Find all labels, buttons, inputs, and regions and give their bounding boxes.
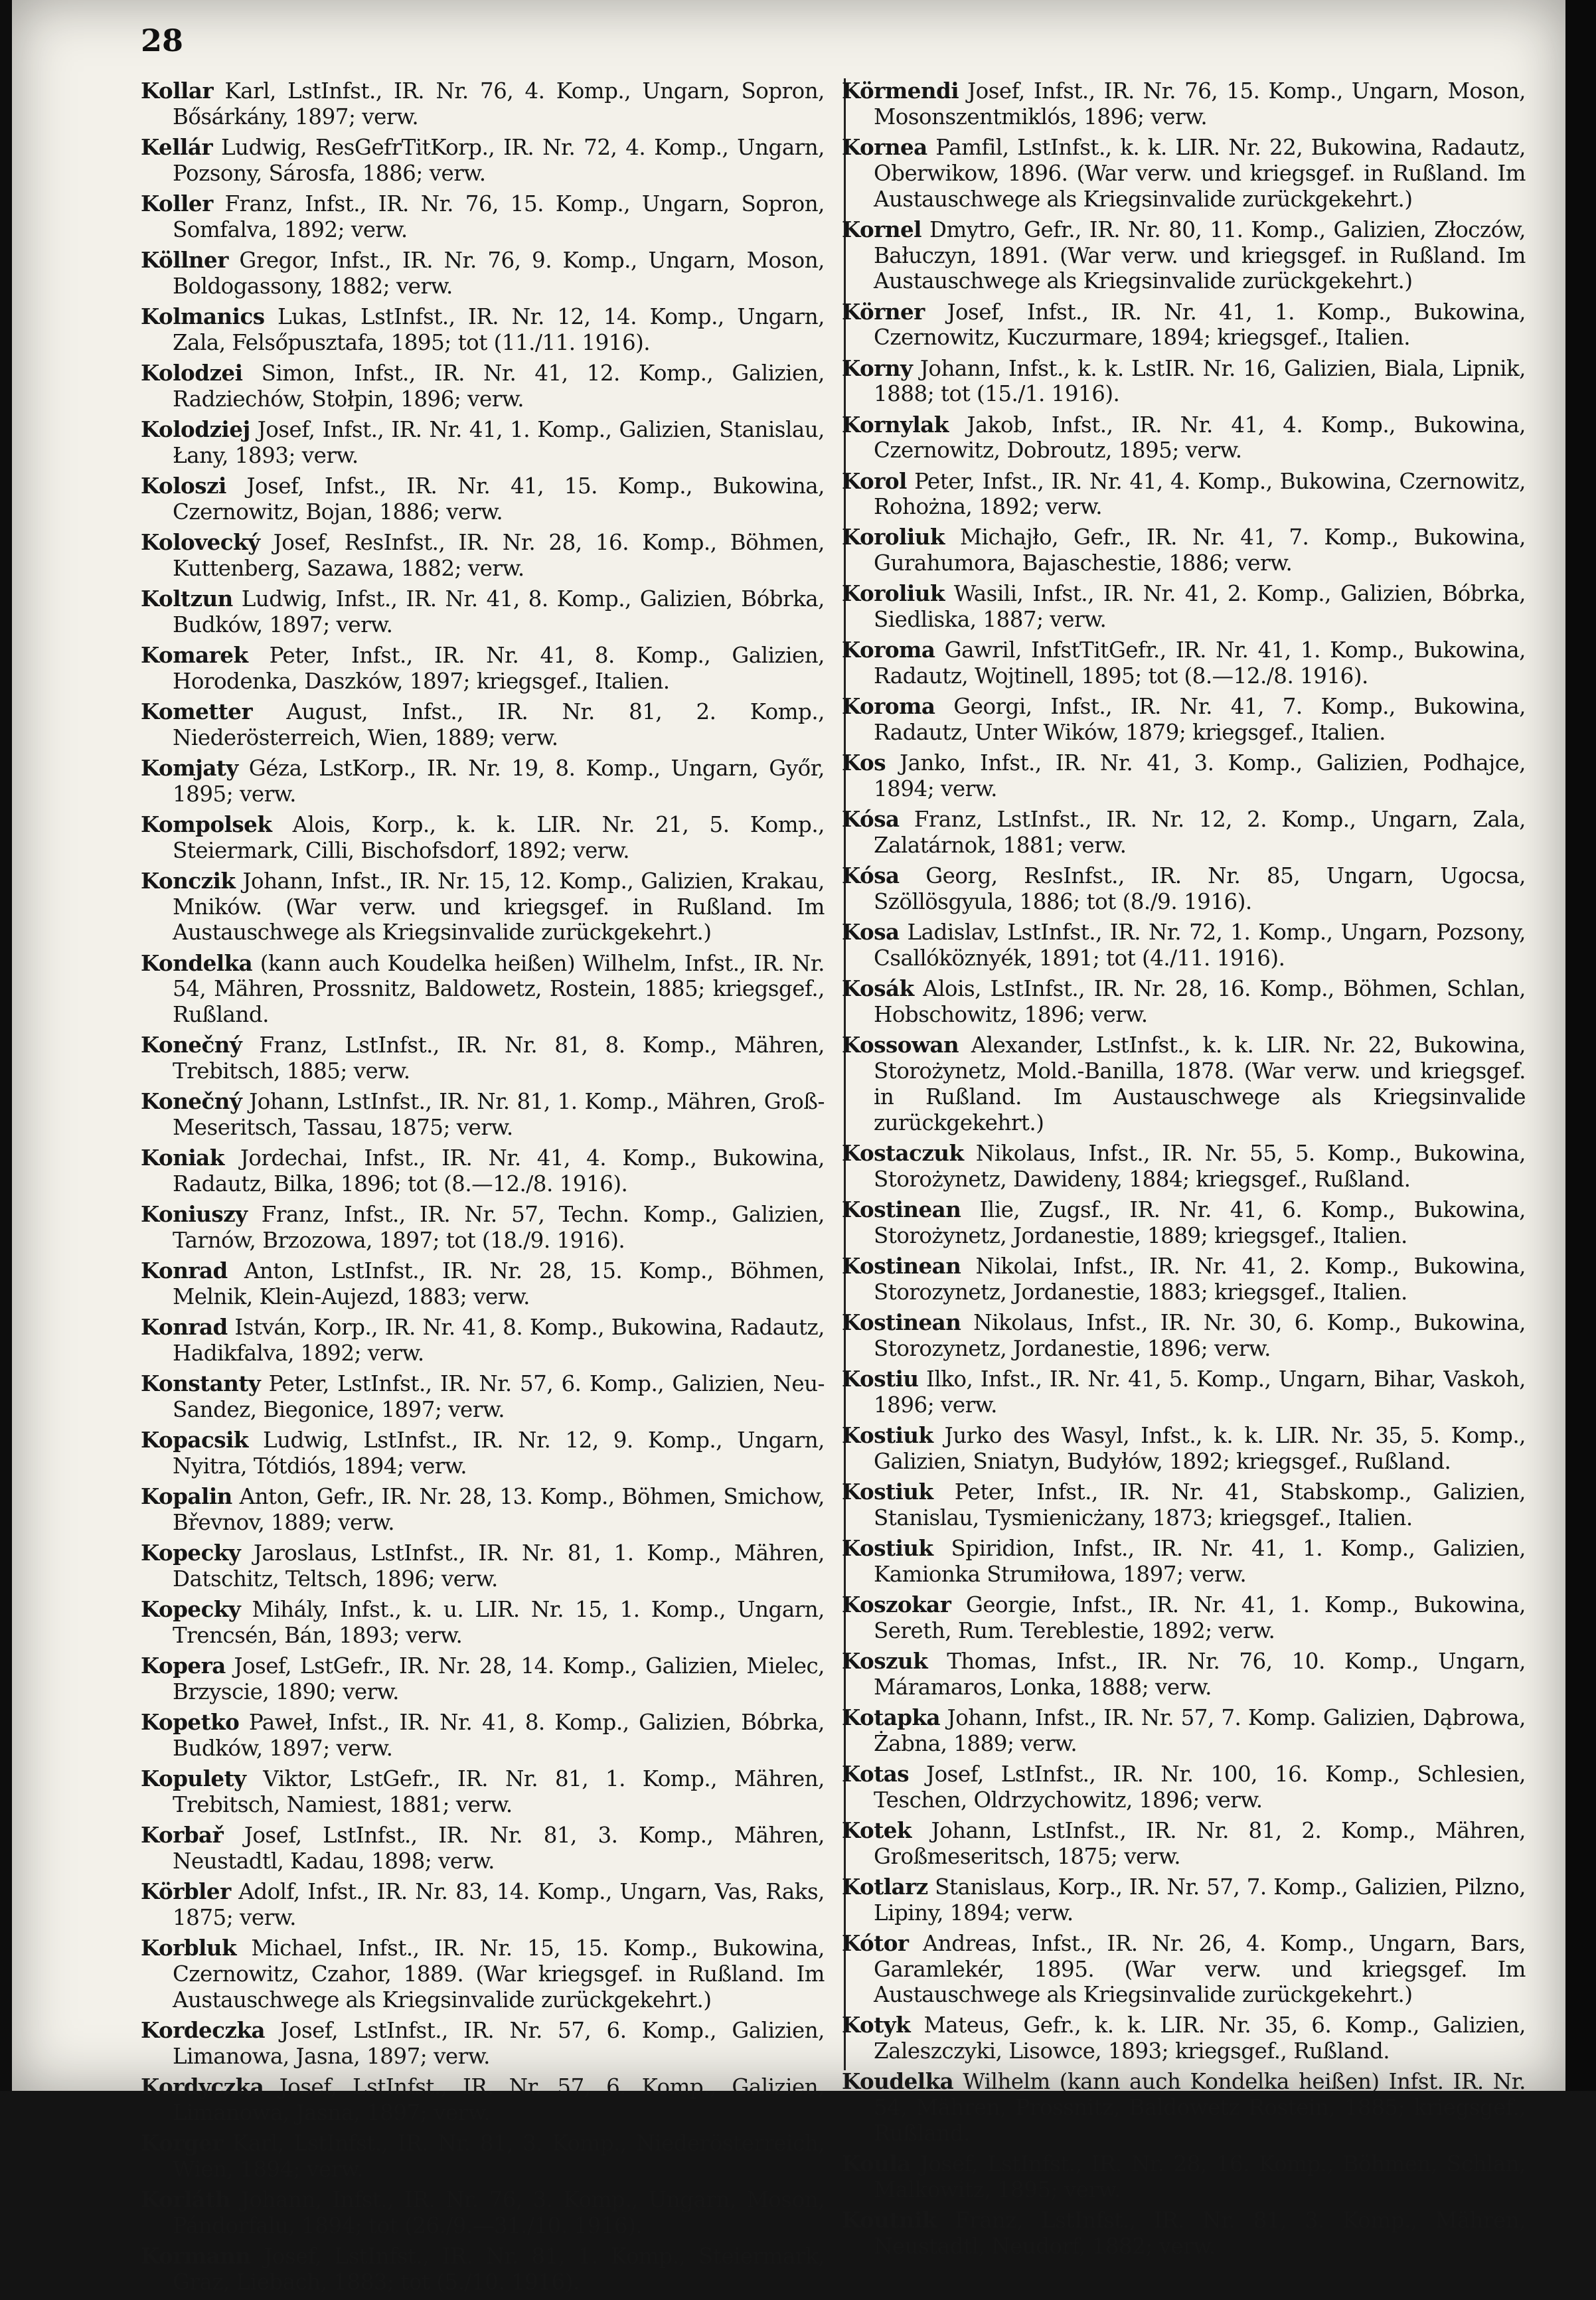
entry-details: Peter, Infst., IR. Nr. 41, 8. Komp., Galizien, Horodenka, Daszków, 1897; kriegsgef., Italien. bbox=[173, 642, 825, 694]
register-entry bbox=[842, 78, 1526, 130]
entry-surname: Kolmanics bbox=[141, 303, 265, 329]
entry-details: Lukas, LstInfst., IR. Nr. 12, 14. Komp., Ungarn, Zala, Felsőpusztafa, 1895; tot (11./11. 1916). bbox=[173, 303, 825, 355]
entry-details: Johann, Infst., k. k. LstIR. Nr. 16, Galizien, Biala, Lipnik, 1888; tot (15./1. 1916). bbox=[874, 355, 1526, 407]
entry-surname: Korbluk bbox=[141, 1935, 237, 1961]
entry-surname: Kotas bbox=[842, 1760, 910, 1787]
entry-details: Jurko des Wasyl, Infst., k. k. LIR. Nr. 35, 5. Komp., Galizien, Sniatyn, Budyłów, 1892; kriegsgef., Rußland. bbox=[874, 1422, 1526, 1474]
register-entry bbox=[141, 473, 825, 525]
register-entry bbox=[842, 1536, 1526, 1588]
entry-surname: Kondelka bbox=[141, 949, 253, 976]
register-entry bbox=[141, 951, 825, 1028]
entry-details: Franz, LstInfst., IR. Nr. 81, 8. Komp., Mähren, Trebitsch, 1885; verw. bbox=[173, 1032, 825, 1084]
entry-details: Ilko, Infst., IR. Nr. 41, 5. Komp., Ungarn, Bihar, Vaskoh, 1896; verw. bbox=[874, 1366, 1526, 1418]
entry-surname: Koudelka bbox=[842, 2068, 954, 2095]
entry-surname: Kostaczuk bbox=[842, 1139, 964, 1166]
register-entry bbox=[842, 299, 1526, 351]
scan-edge-left bbox=[0, 0, 12, 2091]
entry-surname: Kósa bbox=[842, 862, 900, 889]
entry-surname: Körbler bbox=[141, 1878, 231, 1905]
entry-surname: Kostiu bbox=[842, 1365, 919, 1392]
right-column bbox=[842, 78, 1526, 2264]
register-entry bbox=[141, 1766, 825, 1818]
register-entry bbox=[141, 699, 825, 751]
entry-surname: Kosa bbox=[842, 919, 900, 945]
entry-details: Paweł, Infst., IR. Nr. 41, 8. Komp., Galizien, Bóbrka, Budków, 1897; verw. bbox=[173, 1710, 825, 1761]
entry-surname: Koller bbox=[141, 190, 213, 216]
entry-surname: Kostinean bbox=[842, 1252, 961, 1279]
entry-surname: Kopecky bbox=[141, 1540, 241, 1566]
register-entry bbox=[842, 863, 1526, 915]
register-entry bbox=[141, 530, 825, 582]
entry-details: Josef, ResInfst., IR. Nr. 28, 16. Komp., Böhmen, Kuttenberg, Sazawa, 1882; verw. bbox=[173, 529, 825, 581]
entry-surname: Koroma bbox=[842, 693, 935, 720]
entry-surname: Koula bbox=[842, 2151, 911, 2177]
entry-surname: Komjaty bbox=[141, 754, 238, 781]
entry-surname: Korláth bbox=[141, 2186, 230, 2212]
entry-surname: Konstanty bbox=[141, 1370, 261, 1397]
entry-surname: Koroliuk bbox=[842, 580, 945, 607]
register-entry bbox=[141, 2244, 825, 2295]
entry-surname: Kosák bbox=[842, 975, 914, 1002]
entry-surname: Kopacsik bbox=[141, 1427, 248, 1453]
entry-surname: Köllner bbox=[141, 246, 228, 273]
register-entry bbox=[842, 1931, 1526, 2008]
register-entry bbox=[141, 1089, 825, 1141]
entry-details: Adolf, Infst., IR. Nr. 83, 14. Komp., Ungarn, Vas, Raks, 1875; verw. bbox=[173, 1879, 825, 1930]
entry-surname: Koniuszy bbox=[141, 1201, 248, 1228]
register-entry bbox=[141, 2074, 825, 2126]
register-entry bbox=[842, 1705, 1526, 1757]
register-entry bbox=[141, 248, 825, 299]
entry-details: Alexander, LstInfst., k. k. LIR. Nr. 22, Bukowina, Storożynetz, Mold.-Banilla, 1878. (War verw. und kriegsgef. in Rußland. Im Austauschwege als Kriegsinvalide zurückgekehrt.) bbox=[874, 1032, 1526, 1135]
register-entry bbox=[842, 1592, 1526, 1644]
entry-details: Géza, LstKorp., IR. Nr. 19, 8. Komp., Ungarn, Győr, 1895; verw. bbox=[173, 755, 825, 807]
entry-surname: Kotyk bbox=[842, 2012, 911, 2038]
entry-surname: Kolodziej bbox=[141, 416, 250, 442]
entry-surname: Kordyczka bbox=[141, 2073, 264, 2099]
register-entry bbox=[141, 643, 825, 695]
entry-details: Peter, LstInfst., IR. Nr. 57, 6. Komp., Galizien, Neu-Sandez, Biegonice, 1897; verw. bbox=[173, 1371, 825, 1423]
entry-surname: Kometter bbox=[141, 698, 253, 724]
entry-surname: Kostinean bbox=[842, 1196, 961, 1222]
entry-surname: Koroma bbox=[842, 637, 935, 663]
entry-details: Franz, LstInfst., IR. Nr. 81, 3. Komp., Mähren, Neustadtl, Neudorf, 1882; verw. bbox=[874, 2208, 1526, 2259]
register-entry bbox=[842, 581, 1526, 633]
register-entry bbox=[842, 1366, 1526, 1418]
register-entry bbox=[141, 2018, 825, 2070]
entry-surname: Kornea bbox=[842, 133, 927, 160]
entry-surname: Kótor bbox=[842, 1930, 909, 1956]
register-entry bbox=[842, 694, 1526, 746]
register-entry bbox=[141, 304, 825, 356]
entry-surname: Koutnik bbox=[842, 2207, 937, 2234]
page-number: 28 bbox=[141, 23, 184, 58]
register-entry bbox=[842, 976, 1526, 1028]
register-entry bbox=[842, 469, 1526, 521]
register-entry bbox=[141, 812, 825, 864]
entry-surname: Kopera bbox=[141, 1653, 226, 1679]
register-entry bbox=[141, 1823, 825, 1874]
entry-details: Josef, Infst., IR. Nr. 41, 15. Komp., Bukowina, Czernowitz, Bojan, 1886; verw. bbox=[173, 473, 825, 525]
register-entry bbox=[842, 2151, 1526, 2203]
entry-details: Johann, Infst., IR. Nr. 57, 7. Komp. Galizien, Dąbrowa, Żabna, 1889; verw. bbox=[874, 1704, 1526, 1756]
entry-details: Anton, LstInfst., IR. Nr. 28, 15. Komp., Böhmen, Melnik, Klein-Aujezd, 1883; verw. bbox=[173, 1258, 825, 1310]
entry-surname: Kellár bbox=[141, 133, 213, 160]
left-column bbox=[141, 78, 825, 2300]
entry-surname: Konrad bbox=[141, 1314, 228, 1341]
register-entry bbox=[842, 1874, 1526, 1926]
register-entry bbox=[842, 135, 1526, 212]
entry-details: August, Infst., IR. Nr. 81, 2. Komp., Niederösterreich, Wien, 1889; verw. bbox=[173, 698, 825, 750]
entry-surname: Korol bbox=[842, 467, 907, 494]
register-entry bbox=[141, 2131, 825, 2182]
entry-surname: Konrad bbox=[141, 1258, 228, 1284]
scan-edge-right bbox=[1565, 0, 1596, 2091]
entry-details: Ludwig, Infst., IR. Nr. 41, 8. Komp., Galizien, Bóbrka, Budków, 1897; verw. bbox=[173, 586, 825, 637]
register-entry bbox=[842, 412, 1526, 464]
entry-surname: Koroliuk bbox=[842, 524, 945, 550]
entry-details: Franz, Infst., IR. Nr. 57, Techn. Komp., Galizien, Tarnów, Brzozowa, 1897; tot (18./9. 1916). bbox=[173, 1202, 825, 1254]
entry-details: Gregor, Infst., IR. Nr. 76, 9. Komp., Ungarn, Moson, Boldogassony, 1882; verw. bbox=[173, 247, 825, 299]
entry-surname: Koszokar bbox=[842, 1591, 951, 1617]
entry-surname: Kósa bbox=[842, 806, 900, 833]
entry-details: Mihály, Infst., k. u. LIR. Nr. 15, 1. Komp., Ungarn, Trencsén, Bán, 1893; verw. bbox=[173, 1597, 825, 1648]
entry-surname: Koloszi bbox=[141, 472, 226, 499]
entry-surname: Kopulety bbox=[141, 1766, 246, 1792]
entry-details: Wasili, Infst., IR. Nr. 41, 2. Komp., Galizien, Bóbrka, Siedliska, 1887; verw. bbox=[874, 581, 1526, 633]
register-entry bbox=[842, 1479, 1526, 1531]
entry-details: Anton, Gefr., IR. Nr. 28, 13. Komp., Böhmen, Smichow, Břevnov, 1889; verw. bbox=[173, 1484, 825, 1536]
entry-details: Dmytro, Gefr., IR. Nr. 80, 11. Komp., Galizien, Złoczów, Bałuczyn, 1891. (War verw. und kriegsgef. in Rußland. Im Austauschwege als Kriegsinvalide zurückgekehrt.) bbox=[874, 216, 1526, 294]
entry-surname: Korger bbox=[141, 2129, 223, 2156]
entry-surname: Kossowan bbox=[842, 1032, 959, 1058]
entry-details: Josef, Infst., IR. Nr. 76, 15. Komp., Ungarn, Moson, Mosonszentmiklós, 1896; verw. bbox=[874, 78, 1526, 129]
entry-surname: Konczik bbox=[141, 867, 236, 894]
register-entry bbox=[141, 417, 825, 469]
entry-details: (kann auch Koudelka heißen) Wilhelm, Infst., IR. Nr. 54, Mähren, Prossnitz, Baldowetz, Rostein, 1885; kriegsgef., Rußland. bbox=[173, 950, 825, 1028]
entry-surname: Kotek bbox=[842, 1817, 912, 1843]
entry-surname: Konečný bbox=[141, 1088, 242, 1115]
entry-surname: Kostiuk bbox=[842, 1534, 933, 1561]
register-entry bbox=[141, 1145, 825, 1197]
entry-details: Josef, LstInfst., IR. Nr. 81, 3. Komp., Mähren, Neustadtl, Kadau, 1898; verw. bbox=[173, 1823, 825, 1874]
register-entry bbox=[842, 1423, 1526, 1475]
entry-details: Peter, Infst., IR. Nr. 41, Stabskomp., Galizien, Stanislau, Tysmienicżany, 1873; kriegsgef., Italien. bbox=[874, 1479, 1526, 1530]
entry-details: Johann, Infst., IR. Nr. 15, 12. Komp., Galizien, Krakau, Mników. (War verw. und kriegsgef. in Rußland. Im Austauschwege als Kriegsinvalide zurückgekehrt.) bbox=[173, 868, 825, 945]
entry-details: Viktor, LstGefr., IR. Nr. 81, 1. Komp., Mähren, Trebitsch, Namiest, 1881; verw. bbox=[173, 1766, 825, 1817]
entry-details: Karl, LstInfst., IR. Nr. 76, 4. Komp., Ungarn, Sopron, Bősárkány, 1897; verw. bbox=[173, 78, 825, 129]
register-entry bbox=[141, 868, 825, 945]
entry-details: Johann, Infst., IR. Nr. 76, 3. Komp., Ungarn, Moson, Pándorfalu, 1894; tot (26./9.—31./10. 1916). bbox=[173, 2186, 825, 2238]
entry-details: Ludwig, ResGefrTitKorp., IR. Nr. 72, 4. Komp., Ungarn, Pozsony, Sárosfa, 1886; verw. bbox=[173, 134, 825, 186]
entry-details: Georg, ResInfst., IR. Nr. 85, Ungarn, Ugocsa, Szöllösgyula, 1886; tot (8./9. 1916). bbox=[874, 863, 1526, 915]
entry-surname: Koszuk bbox=[842, 1647, 928, 1674]
register-entry bbox=[141, 361, 825, 412]
entry-details: Josef, Infst., IR. Nr. 41, 1. Komp., Bukowina, Czernowitz, Kuczurmare, 1894; kriegsgef., Italien. bbox=[874, 299, 1526, 351]
register-entry bbox=[141, 586, 825, 638]
register-entry bbox=[842, 1197, 1526, 1249]
entry-details: Josef, LstInfst., IR. Nr. 57, 6. Komp., Galizien, Limanowa, Jasna, 1897; verw. bbox=[173, 2074, 825, 2125]
entry-surname: Kornel bbox=[842, 216, 921, 242]
entry-details: Georgi, Infst., IR. Nr. 41, 7. Komp., Bukowina, Radautz, Unter Wików, 1879; kriegsgef., Italien. bbox=[874, 694, 1526, 746]
register-entry bbox=[141, 135, 825, 187]
entry-surname: Kompolsek bbox=[141, 811, 272, 837]
entry-details: Alois, LstInfst., IR. Nr. 28, 16. Komp., Böhmen, Schlan, Hobschowitz, 1896; verw. bbox=[874, 976, 1526, 1028]
register-entry bbox=[842, 920, 1526, 971]
entry-details: Ilie, Zugsf., IR. Nr. 41, 6. Komp., Bukowina, Storożynetz, Jordanestie, 1889; kriegsgef., Italien. bbox=[874, 1196, 1526, 1248]
register-entry bbox=[141, 1032, 825, 1084]
entry-details: Josef, Infst., IR. Nr. 41, 1. Komp., Galizien, Stanislau, Łany, 1893; verw. bbox=[173, 416, 825, 468]
register-entry bbox=[141, 756, 825, 807]
entry-details: Georgie, Infst., IR. Nr. 41, 1. Komp., Bukowina, Sereth, Rum. Tereblestie, 1892; verw. bbox=[874, 1592, 1526, 1643]
entry-surname: Kornylak bbox=[842, 411, 949, 438]
entry-details: Janko, Infst., IR. Nr. 41, 3. Komp., Galizien, Podhajce, 1894; verw. bbox=[874, 750, 1526, 802]
register-entry bbox=[141, 1540, 825, 1592]
register-entry bbox=[842, 750, 1526, 802]
entry-details: Alois, Korp., k. k. LIR. Nr. 21, 5. Komp., Steiermark, Cilli, Bischofsdorf, 1892; verw. bbox=[173, 811, 825, 863]
entry-surname: Kotapka bbox=[842, 1704, 941, 1730]
entry-details: Michael, Infst., IR. Nr. 15, 15. Komp., Bukowina, Czernowitz, Czahor, 1889. (War kriegsgef. in Rußland. Im Austauschwege als Kriegsinvalide zurückgekehrt.) bbox=[173, 1935, 825, 2012]
register-entry bbox=[842, 1032, 1526, 1135]
entry-details: Ladislav, LstInfst., IR. Nr. 72, 1. Komp., Ungarn, Pozsony, Csallóköznyék, 1891; tot (4./11. 1916). bbox=[874, 920, 1526, 971]
entry-surname: Koniak bbox=[141, 1145, 224, 1171]
entry-details: Josef, LstInfst., IR. Nr. 81, 1. Komp., Steiermark, Graz, Liebach, 1883; tot (5./10. 1916). bbox=[173, 2243, 825, 2295]
entry-details: Peter, Infst., IR. Nr. 41, 4. Komp., Bukowina, Czernowitz, Rohożna, 1892; verw. bbox=[874, 468, 1526, 520]
entry-details: Nikolaus, Infst., IR. Nr. 30, 6. Komp., Bukowina, Storozynetz, Jordanestie, 1896; verw. bbox=[874, 1309, 1526, 1361]
entry-details: István, Korp., IR. Nr. 41, 8. Komp., Bukowina, Radautz, Hadikfalva, 1892; verw. bbox=[173, 1315, 825, 1366]
register-entry bbox=[141, 1371, 825, 1423]
entry-surname: Kos bbox=[842, 750, 886, 776]
entry-surname: Korbař bbox=[141, 1822, 224, 1848]
register-entry bbox=[842, 2208, 1526, 2259]
entry-surname: Körmendi bbox=[842, 78, 959, 104]
register-entry bbox=[842, 2012, 1526, 2064]
entry-surname: Kolovecký bbox=[141, 529, 260, 555]
register-entry bbox=[141, 1879, 825, 1931]
entry-surname: Kollar bbox=[141, 78, 214, 104]
register-entry bbox=[141, 1202, 825, 1254]
register-entry bbox=[842, 1254, 1526, 1305]
entry-surname: Kopecky bbox=[141, 1596, 241, 1623]
entry-surname: Kordeczka bbox=[141, 2016, 266, 2043]
entry-surname: Kormann bbox=[141, 2242, 251, 2269]
entry-details: Josef, LstGefr., IR. Nr. 28, 14. Komp., Galizien, Mielec, Brzyscie, 1890; verw. bbox=[173, 1653, 825, 1704]
entry-details: Pamfil, LstInfst., k. k. LIR. Nr. 22, Bukowina, Radautz, Oberwikow, 1896. (War verw. und kriegsgef. in Rußland. Im Austauschwege als Kriegsinvalide zurückgekehrt.) bbox=[874, 134, 1526, 212]
entry-details: Jordechai, Infst., IR. Nr. 41, 4. Komp., Bukowina, Radautz, Bilka, 1896; tot (8.—12./8. 1916). bbox=[173, 1145, 825, 1197]
register-entry bbox=[141, 2187, 825, 2239]
register-entry bbox=[141, 1935, 825, 2012]
entry-surname: Kostiuk bbox=[842, 1478, 933, 1505]
register-entry bbox=[141, 191, 825, 243]
entry-details: Michajło, Gefr., IR. Nr. 41, 7. Komp., Bukowina, Gurahumora, Bajaschestie, 1886; verw. bbox=[874, 525, 1526, 576]
entry-surname: Körner bbox=[842, 298, 925, 325]
entry-details: Stanislaus, Korp., IR. Nr. 57, 7. Komp., Galizien, Pilzno, Lipiny, 1894; verw. bbox=[874, 1874, 1526, 1926]
register-entry bbox=[842, 1141, 1526, 1192]
register-entry bbox=[842, 2069, 1526, 2146]
entry-details: Nikolaus, Infst., IR. Nr. 55, 5. Komp., Bukowina, Storożynetz, Dawideny, 1884; kriegsgef., Rußland. bbox=[874, 1140, 1526, 1192]
register-entry bbox=[141, 78, 825, 130]
entry-details: Karl, LstInfst., IR. Nr. 81, 3. Komp., Niederösterreich, Wien, 1894; verw. bbox=[173, 2130, 825, 2182]
register-entry bbox=[842, 807, 1526, 859]
entry-details: Josef, LstInfst., IR. Nr. 57, 6. Komp., Galizien, Limanowa, Jasna, 1897; verw. bbox=[173, 2017, 825, 2069]
entry-details: Franz, Infst., IR. Nr. 76, 15. Komp., Ungarn, Sopron, Somfalva, 1892; verw. bbox=[173, 191, 825, 242]
entry-details: Jakob, Infst., IR. Nr. 41, 4. Komp., Bukowina, Czernowitz, Dobroutz, 1895; verw. bbox=[874, 412, 1526, 463]
entry-details: Andreas, Infst., IR. Nr. 26, 4. Komp., Ungarn, Bars, Garamlekér, 1895. (War verw. und kriegsgef. Im Austauschwege als Kriegsinvalide zurückgekehrt.) bbox=[874, 1930, 1526, 2008]
entry-surname: Kopalin bbox=[141, 1483, 232, 1510]
entry-details: Nikolai, Infst., IR. Nr. 41, 2. Komp., Bukowina, Storozynetz, Jordanestie, 1883; kriegsgef., Italien. bbox=[874, 1253, 1526, 1305]
entry-details: Jaroslaus, LstInfst., IR. Nr. 81, 1. Komp., Mähren, Datschitz, Teltsch, 1896; verw. bbox=[173, 1540, 825, 1592]
entry-details: Thomas, Infst., IR. Nr. 76, 10. Komp., Ungarn, Máramaros, Lonka, 1888; verw. bbox=[874, 1648, 1526, 1700]
entry-surname: Koltzun bbox=[141, 585, 233, 612]
entry-details: Josef, LstInfst., IR. Nr. 28, 16. Komp., Böhmen, Schlan, Malkowitz, 1895; verw. bbox=[874, 2151, 1526, 2203]
register-entry bbox=[842, 1818, 1526, 1870]
entry-surname: Kostiuk bbox=[842, 1422, 933, 1448]
entry-surname: Kolodzei bbox=[141, 359, 243, 386]
register-entry bbox=[842, 1310, 1526, 1362]
register-entry bbox=[141, 1315, 825, 1366]
register-entry bbox=[842, 1649, 1526, 1700]
entry-details: Wilhelm (kann auch Kondelka heißen) Infst. IR. Nr. 54, Mähren, Prossnitz, Baldowetz Rostein, 1885; kriegsgef., Rußland. bbox=[874, 2069, 1526, 2147]
entry-details: Johann, LstInfst., IR. Nr. 81, 1. Komp., Mähren, Groß-Meseritsch, Tassau, 1875; verw. bbox=[173, 1089, 825, 1141]
entry-details: Johann, LstInfst., IR. Nr. 81, 2. Komp., Mähren, Großmeseritsch, 1875; verw. bbox=[874, 1817, 1526, 1869]
register-entry bbox=[141, 1597, 825, 1649]
register-entry bbox=[141, 1710, 825, 1762]
register-entry bbox=[842, 637, 1526, 689]
entry-details: Ludwig, LstInfst., IR. Nr. 12, 9. Komp., Ungarn, Nyitra, Tótdiós, 1894; verw. bbox=[173, 1428, 825, 1479]
register-entry bbox=[842, 217, 1526, 294]
entry-surname: Kotlarz bbox=[842, 1873, 928, 1900]
register-entry bbox=[141, 1653, 825, 1705]
entry-surname: Komarek bbox=[141, 641, 248, 668]
register-entry bbox=[141, 1258, 825, 1310]
register-entry bbox=[842, 1762, 1526, 1813]
register-entry bbox=[141, 1484, 825, 1536]
entry-surname: Kopetko bbox=[141, 1709, 240, 1736]
entry-details: Mateus, Gefr., k. k. LIR. Nr. 35, 6. Komp., Galizien, Zaleszczyki, Lisowce, 1893; kriegsgef., Rußland. bbox=[874, 2012, 1526, 2064]
entry-surname: Konečný bbox=[141, 1032, 242, 1058]
register-entry bbox=[842, 356, 1526, 408]
entry-details: Spiridion, Infst., IR. Nr. 41, 1. Komp., Galizien, Kamionka Strumiłowa, 1897; verw. bbox=[874, 1535, 1526, 1587]
entry-surname: Kostinean bbox=[842, 1309, 961, 1335]
entry-details: Josef, LstInfst., IR. Nr. 100, 16. Komp., Schlesien, Teschen, Oldrzychowitz, 1896; verw. bbox=[874, 1761, 1526, 1813]
register-entry bbox=[842, 525, 1526, 576]
entry-details: Franz, LstInfst., IR. Nr. 12, 2. Komp., Ungarn, Zala, Zalatárnok, 1881; verw. bbox=[874, 807, 1526, 859]
entry-details: Simon, Infst., IR. Nr. 41, 12. Komp., Galizien, Radziechów, Stołpin, 1896; verw. bbox=[173, 360, 825, 412]
entry-surname: Korny bbox=[842, 355, 913, 381]
register-entry bbox=[141, 1428, 825, 1479]
entry-details: Gawril, InfstTitGefr., IR. Nr. 41, 1. Komp., Bukowina, Radautz, Wojtinell, 1895; tot (8.—12./8. 1916). bbox=[874, 637, 1526, 689]
